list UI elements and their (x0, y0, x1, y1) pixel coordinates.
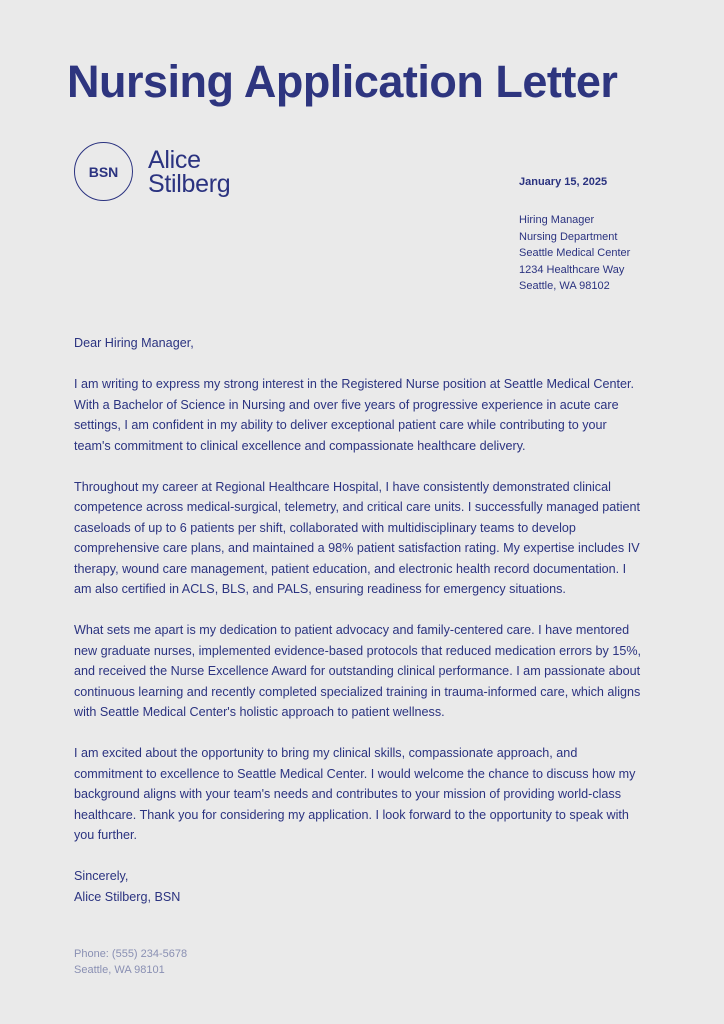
closing: Sincerely, (74, 869, 129, 883)
letter-body (74, 333, 644, 908)
recipient-line: Nursing Department (519, 230, 618, 243)
recipient-line: Hiring Manager (519, 214, 595, 226)
footer-phone: Phone: (555) 234-5678 (74, 948, 188, 960)
body-paragraph: I am excited about the opportunity to bring my clinical skills, compassionate approach, and commitment to excellence to Seattle Medical Center. I would welcome the chance to discuss how my background aligns with your team's needs and contributes to your mission of providing world-class healthcare. Thank you for considering my application. I look forward to the opportunity to speak with you further. (74, 746, 636, 842)
footer-location: Seattle, WA 98101 (74, 964, 165, 976)
footer-contact (74, 946, 187, 978)
signature: Alice Stilberg, BSN (74, 890, 181, 904)
page-title: Nursing Application Letter (67, 56, 618, 107)
sender-last-name: Stilberg (148, 170, 231, 198)
logo-text: BSN (88, 163, 119, 180)
recipient-address (519, 212, 630, 295)
letter-date: January 15, 2025 (519, 176, 608, 188)
sender-first-name: Alice (148, 146, 201, 174)
body-paragraph: What sets me apart is my dedication to patient advocacy and family-centered care. I have mentored new graduate nurses, implemented evidence-based protocols that reduced medication errors by 15%, and received the Nurse Excellence Award for outstanding clinical performance. I am passionate about continuous learning and recently completed specialized training in trauma-informed care, which aligns with Seattle Medical Center's holistic approach to patient wellness. (74, 623, 642, 719)
body-paragraph: Throughout my career at Regional Healthcare Hospital, I have consistently demonstrated clinical competence across medical-surgical, telemetry, and critical care units. I successfully managed patient caseloads of up to 6 patients per shift, collaborated with multidisciplinary teams to develop comprehensive care plans, and maintained a 98% patient satisfaction rating. My expertise includes IV therapy, wound care management, patient education, and electronic health record documentation. I am also certified in ACLS, BLS, and PALS, ensuring readiness for emergency situations. (74, 479, 641, 596)
bsn-logo (74, 142, 133, 201)
recipient-line: Seattle, WA 98102 (519, 280, 610, 293)
salutation: Dear Hiring Manager, (74, 336, 194, 350)
recipient-line: Seattle Medical Center (519, 247, 631, 260)
closing-block (74, 866, 644, 908)
recipient-line: 1234 Healthcare Way (519, 263, 625, 276)
body-paragraph: I am writing to express my strong interest in the Registered Nurse position at Seattle Medical Center. With a Bachelor of Science in Nursing and over five years of progressive experience in acute care settings, I am confident in my ability to deliver exceptional patient care while contributing to your team's commitment to clinical excellence and compassionate healthcare delivery. (74, 377, 634, 453)
sender-name (148, 148, 230, 196)
